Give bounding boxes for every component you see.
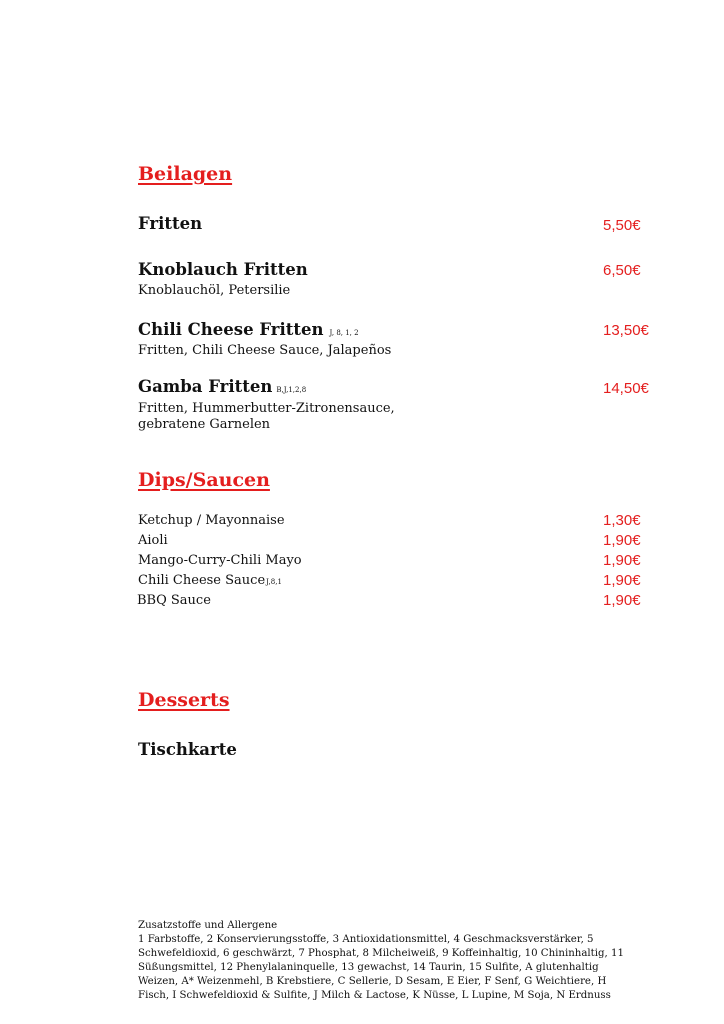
item-price: 14,50€ — [603, 380, 649, 397]
menu-item-gamba-fritten — [138, 377, 306, 396]
allergen-legend-heading: Zusatzstoffe und Allergene — [138, 920, 278, 931]
item-price: 13,50€ — [603, 322, 649, 339]
allergen-legend-line: 1 Farbstoffe, 2 Konservierungsstoffe, 3 Antioxidationsmittel, 4 Geschmacksverstärker, 5 — [138, 934, 594, 945]
section-title-desserts: Desserts — [138, 689, 230, 711]
dip-name: Chili Cheese Sauce — [138, 573, 266, 588]
allergen-code: J,8,1 — [266, 578, 282, 586]
allergen-legend-line: Fisch, I Schwefeldioxid & Sulfite, J Milch & Lactose, K Nüsse, L Lupine, M Soja, N Erdnuss — [138, 990, 611, 1001]
allergen-code: J, 8, 1, 2 — [329, 329, 359, 337]
item-description: Fritten, Hummerbutter-Zitronensauce, — [138, 401, 395, 416]
menu-item-fritten — [138, 214, 202, 233]
dip-price: 1,90€ — [603, 552, 641, 569]
allergen-legend-line: Weizen, A* Weizenmehl, B Krebstiere, C Sellerie, D Sesam, E Eier, F Senf, G Weichtiere, H — [138, 976, 607, 987]
dip-price: 1,90€ — [603, 532, 641, 549]
dip-item — [137, 593, 211, 608]
dip-item — [138, 573, 282, 588]
dip-name: Mango-Curry-Chili Mayo — [138, 553, 302, 568]
item-price: 6,50€ — [603, 262, 641, 279]
dip-price: 1,90€ — [603, 592, 641, 609]
dip-item — [138, 553, 302, 568]
allergen-legend-line: Schwefeldioxid, 6 geschwärzt, 7 Phosphat, 8 Milcheiweiß, 9 Koffeinhaltig, 10 Chininhaltig, 11 — [138, 948, 624, 959]
item-price: 5,50€ — [603, 217, 641, 234]
allergen-legend-line: Süßungsmittel, 12 Phenylalaninquelle, 13 gewachst, 14 Taurin, 15 Sulfite, A glutenhaltig — [138, 962, 599, 973]
section-title-dips-saucen: Dips/Saucen — [138, 469, 270, 491]
dip-name: Ketchup / Mayonnaise — [138, 513, 285, 528]
dip-item — [138, 533, 168, 548]
allergen-code: B,J,1,2,8 — [276, 386, 307, 394]
item-description: Fritten, Chili Cheese Sauce, Jalapeños — [138, 343, 392, 358]
desserts-note: Tischkarte — [138, 740, 237, 759]
item-name: Knoblauch Fritten — [138, 260, 308, 279]
item-description: gebratene Garnelen — [138, 417, 271, 432]
item-name: Gamba Fritten — [138, 377, 273, 396]
menu-item-knoblauch-fritten — [138, 260, 308, 279]
menu-item-chili-cheese-fritten — [138, 320, 359, 339]
allergen-legend — [138, 919, 624, 1003]
section-title-beilagen: Beilagen — [138, 163, 233, 185]
dip-name: BBQ Sauce — [137, 593, 211, 608]
item-name: Chili Cheese Fritten — [138, 320, 324, 339]
dip-item — [138, 513, 285, 528]
dip-name: Aioli — [138, 533, 168, 548]
item-description: Knoblauchöl, Petersilie — [138, 283, 291, 298]
item-name: Fritten — [138, 214, 203, 233]
dip-price: 1,30€ — [603, 512, 641, 529]
dip-price: 1,90€ — [603, 572, 641, 589]
